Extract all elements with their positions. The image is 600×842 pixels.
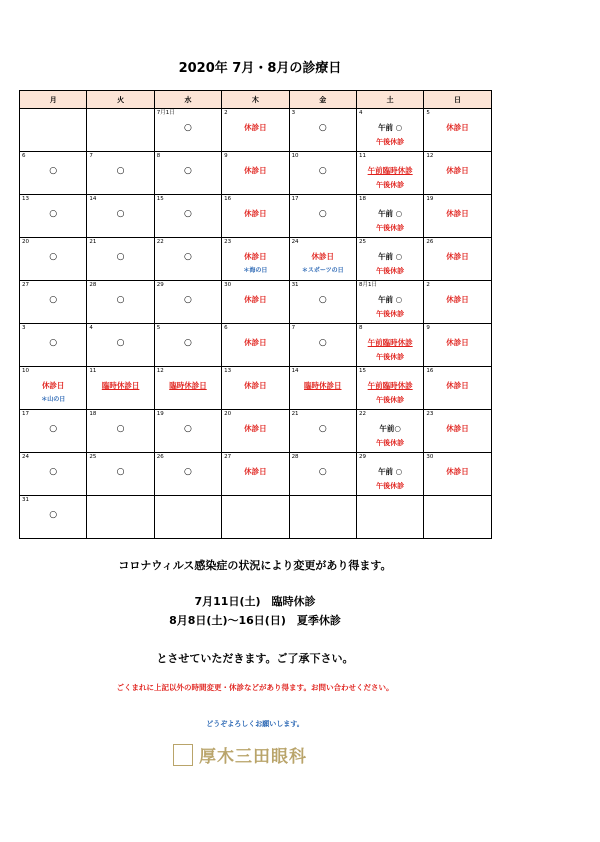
calendar-day-cell — [356, 324, 423, 367]
day-number: 11 — [358, 153, 366, 159]
calendar-day-cell — [20, 324, 87, 367]
calendar-day-cell — [356, 238, 423, 281]
open-mark: ○ — [184, 467, 192, 477]
day-status — [20, 250, 86, 264]
day-number: 15 — [156, 196, 164, 202]
day-number: 12 — [426, 153, 434, 159]
day-status — [424, 164, 490, 178]
day-number: 26 — [156, 454, 164, 460]
calendar-day-cell — [20, 195, 87, 238]
calendar-day-cell — [424, 367, 491, 410]
calendar-day-cell — [222, 410, 289, 453]
day-status — [424, 293, 490, 307]
open-mark: ○ — [116, 166, 125, 176]
open-mark: ○ — [49, 166, 58, 176]
day-number: 24 — [291, 239, 299, 245]
day-status — [290, 422, 356, 436]
open-mark: ○ — [184, 338, 192, 348]
day-number: 21 — [291, 411, 299, 417]
closed-label: 午前臨時休診 — [367, 166, 413, 175]
day-status — [424, 121, 490, 135]
closed-label: 午後休診 — [376, 482, 405, 490]
day-number: 18 — [89, 411, 97, 417]
notice-greeting: どうぞよろしくお願いします。 — [206, 720, 304, 728]
calendar-day-cell — [154, 410, 221, 453]
calendar-week-row — [20, 367, 492, 410]
day-number: 3 — [22, 325, 26, 331]
day-status — [290, 336, 356, 350]
calendar-day-cell — [87, 195, 154, 238]
open-mark: ○ — [116, 295, 125, 305]
page-title: 2020年 7月・8月の診療日 — [178, 61, 342, 76]
open-mark: ○ — [49, 252, 58, 262]
day-number: 4 — [89, 325, 93, 331]
calendar-day-cell — [87, 152, 154, 195]
calendar-day-cell — [154, 496, 221, 539]
day-status — [290, 250, 356, 278]
day-status — [222, 293, 288, 307]
open-mark: ○ — [318, 209, 327, 219]
day-status — [155, 422, 221, 436]
open-mark: ○ — [318, 338, 327, 348]
day-number: 2 — [224, 110, 228, 116]
calendar-day-cell — [222, 324, 289, 367]
open-mark: ○ — [318, 166, 327, 176]
day-status — [20, 293, 86, 307]
calendar-day-cell — [289, 152, 356, 195]
calendar-day-cell — [424, 453, 491, 496]
calendar-day-cell — [20, 367, 87, 410]
weekday-header: 火 — [87, 91, 154, 109]
day-number: 13 — [224, 368, 232, 374]
calendar-day-cell — [424, 410, 491, 453]
day-status — [424, 336, 490, 350]
calendar-day-cell — [356, 367, 423, 410]
closed-label: 休診日 — [311, 252, 334, 261]
closed-label: 休診日 — [244, 252, 267, 261]
calendar-day-cell — [356, 195, 423, 238]
day-status — [155, 207, 221, 221]
day-status — [87, 293, 153, 307]
notice-changes: ごくまれに上記以外の時間変更・休診などがあり得ます。お問い合わせください。 — [116, 683, 394, 692]
day-status — [290, 379, 356, 393]
day-number: 28 — [89, 282, 97, 288]
open-mark: ○ — [184, 424, 192, 434]
open-mark: ○ — [318, 123, 327, 133]
closed-label: 午後休診 — [376, 224, 405, 232]
day-status — [357, 250, 423, 278]
closed-label: 休診日 — [244, 295, 267, 304]
calendar-day-cell — [356, 453, 423, 496]
calendar-day-cell — [289, 496, 356, 539]
day-number: 17 — [22, 411, 29, 417]
closed-label: 午後休診 — [376, 181, 405, 189]
day-status — [290, 164, 356, 178]
day-number: 18 — [358, 196, 366, 202]
calendar-table — [19, 90, 492, 539]
day-number: 16 — [224, 196, 232, 202]
calendar-day-cell — [289, 453, 356, 496]
day-status — [87, 465, 153, 479]
day-status — [20, 207, 86, 221]
calendar-day-cell — [356, 152, 423, 195]
morning-open-label: 午前 ○ — [378, 467, 403, 476]
day-number: 14 — [89, 196, 97, 202]
closed-label: 午後休診 — [376, 310, 405, 318]
calendar-day-cell — [289, 324, 356, 367]
calendar-week-row — [20, 238, 492, 281]
day-status — [87, 379, 153, 393]
day-status — [20, 508, 86, 522]
calendar-day-cell — [424, 281, 491, 324]
day-number: 23 — [224, 239, 232, 245]
day-status — [155, 336, 221, 350]
calendar-day-cell — [222, 238, 289, 281]
day-number: 6 — [224, 325, 228, 331]
calendar-day-cell — [154, 195, 221, 238]
closed-label: 臨時休診日 — [304, 381, 342, 390]
open-mark: ○ — [116, 209, 125, 219]
calendar-day-cell — [222, 281, 289, 324]
day-status — [222, 121, 288, 135]
day-number: 17 — [291, 196, 299, 202]
open-mark: ○ — [318, 295, 327, 305]
weekday-header: 土 — [356, 91, 423, 109]
open-mark: ○ — [116, 424, 125, 434]
clinic-logo — [173, 742, 307, 767]
calendar-day-cell — [356, 496, 423, 539]
day-status — [222, 207, 288, 221]
weekday-header: 金 — [289, 91, 356, 109]
day-number: 25 — [358, 239, 366, 245]
calendar-day-cell — [424, 324, 491, 367]
morning-open-label: 午前○ — [379, 424, 401, 433]
day-number: 5 — [426, 110, 430, 116]
closed-label: 休診日 — [244, 424, 267, 433]
day-status — [222, 422, 288, 436]
day-status — [424, 379, 490, 393]
clinic-name: 厚木三田眼科 — [199, 747, 307, 767]
day-number: 13 — [22, 196, 29, 202]
calendar-day-cell — [289, 238, 356, 281]
day-number: 7月1日 — [156, 110, 175, 116]
day-status — [155, 379, 221, 393]
day-number: 15 — [358, 368, 366, 374]
calendar-day-cell — [20, 496, 87, 539]
closed-label: 休診日 — [244, 209, 267, 218]
calendar-day-cell — [87, 324, 154, 367]
day-number: 14 — [291, 368, 299, 374]
holiday-note: ＊スポーツの日 — [301, 267, 344, 274]
day-status — [290, 293, 356, 307]
calendar-day-cell — [154, 238, 221, 281]
open-mark: ○ — [49, 510, 58, 520]
calendar-day-cell — [87, 410, 154, 453]
notice-summer-closure: 8月8日(土)～16日(日) 夏季休診 — [169, 614, 341, 627]
closed-label: 休診日 — [244, 338, 267, 347]
day-status — [357, 164, 423, 192]
open-mark: ○ — [116, 252, 125, 262]
closed-label: 午前臨時休診 — [367, 381, 413, 390]
day-number: 2 — [426, 282, 430, 288]
day-number: 21 — [89, 239, 97, 245]
day-number: 10 — [291, 153, 299, 159]
day-status — [357, 379, 423, 407]
day-number: 20 — [22, 239, 29, 245]
calendar-day-cell — [20, 109, 87, 152]
calendar-day-cell — [424, 195, 491, 238]
calendar-week-row — [20, 324, 492, 367]
day-status — [424, 465, 490, 479]
day-status — [20, 379, 86, 407]
calendar-day-cell — [222, 367, 289, 410]
day-status — [357, 293, 423, 321]
day-number: 19 — [156, 411, 164, 417]
day-status — [357, 121, 423, 149]
calendar-week-row — [20, 109, 492, 152]
closed-label: 休診日 — [244, 467, 267, 476]
open-mark: ○ — [116, 467, 125, 477]
calendar-day-cell — [424, 238, 491, 281]
day-number: 19 — [426, 196, 434, 202]
day-number: 26 — [426, 239, 434, 245]
weekday-header: 水 — [154, 91, 221, 109]
day-status — [20, 336, 86, 350]
day-number: 29 — [156, 282, 164, 288]
day-status — [87, 422, 153, 436]
closed-label: 休診日 — [244, 123, 267, 132]
weekday-header: 月 — [20, 91, 87, 109]
calendar-week-row — [20, 496, 492, 539]
calendar-day-cell — [289, 109, 356, 152]
day-status — [87, 164, 153, 178]
closed-label: 休診日 — [446, 209, 469, 218]
open-mark: ○ — [49, 467, 58, 477]
calendar-day-cell — [87, 109, 154, 152]
calendar-day-cell — [424, 109, 491, 152]
day-status — [424, 422, 490, 436]
weekday-header-row — [20, 91, 492, 109]
closed-label: 臨時休診日 — [169, 381, 207, 390]
calendar-day-cell — [20, 410, 87, 453]
open-mark: ○ — [116, 338, 125, 348]
day-status — [87, 336, 153, 350]
calendar-week-row — [20, 195, 492, 238]
day-status — [424, 207, 490, 221]
calendar-day-cell — [87, 453, 154, 496]
open-mark: ○ — [49, 209, 58, 219]
calendar-day-cell — [20, 238, 87, 281]
closed-label: 休診日 — [446, 252, 469, 261]
calendar-day-cell — [222, 453, 289, 496]
notice-covid: コロナウィルス感染症の状況により変更があり得ます。 — [118, 559, 392, 572]
calendar-day-cell — [154, 367, 221, 410]
day-number: 9 — [426, 325, 430, 331]
calendar-day-cell — [154, 453, 221, 496]
clinic-logo-icon — [173, 744, 193, 766]
morning-open-label: 午前 ○ — [378, 209, 403, 218]
day-status — [155, 121, 221, 135]
holiday-note: ＊山の日 — [41, 396, 66, 403]
closed-label: 午前臨時休診 — [367, 338, 413, 347]
day-status — [290, 465, 356, 479]
morning-open-label: 午前 ○ — [378, 252, 403, 261]
calendar-body — [20, 109, 492, 539]
morning-open-label: 午前 ○ — [378, 123, 403, 132]
calendar-day-cell — [20, 152, 87, 195]
open-mark: ○ — [184, 252, 192, 262]
day-number: 30 — [426, 454, 434, 460]
open-mark: ○ — [49, 424, 58, 434]
calendar-day-cell — [154, 152, 221, 195]
day-status — [222, 164, 288, 178]
closed-label: 休診日 — [244, 381, 267, 390]
day-status — [357, 336, 423, 364]
holiday-note: ＊海の日 — [243, 267, 268, 274]
closed-label: 臨時休診日 — [101, 381, 140, 390]
open-mark: ○ — [184, 123, 192, 133]
day-number: 27 — [22, 282, 29, 288]
calendar-day-cell — [87, 496, 154, 539]
calendar-week-row — [20, 281, 492, 324]
day-status — [357, 422, 423, 450]
calendar-day-cell — [20, 281, 87, 324]
closed-label: 休診日 — [446, 166, 469, 175]
day-number: 31 — [291, 282, 299, 288]
day-status — [20, 422, 86, 436]
weekday-header: 木 — [222, 91, 289, 109]
calendar-day-cell — [424, 152, 491, 195]
open-mark: ○ — [49, 338, 58, 348]
day-status — [357, 207, 423, 235]
closed-label: 午後休診 — [376, 396, 405, 404]
day-status — [290, 121, 356, 135]
day-number: 28 — [291, 454, 299, 460]
calendar-day-cell — [356, 410, 423, 453]
calendar-day-cell — [222, 496, 289, 539]
day-number: 25 — [89, 454, 97, 460]
calendar-day-cell — [154, 109, 221, 152]
open-mark: ○ — [318, 467, 327, 477]
day-status — [155, 465, 221, 479]
morning-open-label: 午前 ○ — [378, 295, 403, 304]
closed-label: 午後休診 — [376, 267, 405, 275]
calendar-week-row — [20, 410, 492, 453]
closed-label: 休診日 — [446, 381, 469, 390]
day-status — [155, 164, 221, 178]
calendar-day-cell — [289, 195, 356, 238]
weekday-header: 日 — [424, 91, 491, 109]
day-status — [222, 336, 288, 350]
calendar-day-cell — [222, 152, 289, 195]
day-number: 22 — [156, 239, 164, 245]
closed-label: 休診日 — [446, 424, 469, 433]
calendar-day-cell — [154, 324, 221, 367]
closed-label: 午後休診 — [376, 439, 405, 447]
day-number: 8月1日 — [358, 282, 377, 288]
calendar-day-cell — [222, 109, 289, 152]
day-number: 10 — [22, 368, 29, 374]
day-status — [222, 250, 288, 278]
open-mark: ○ — [318, 424, 327, 434]
calendar-day-cell — [87, 281, 154, 324]
closed-label: 休診日 — [446, 338, 469, 347]
calendar-week-row — [20, 152, 492, 195]
calendar-day-cell — [289, 367, 356, 410]
closed-label: 休診日 — [446, 295, 469, 304]
day-number: 4 — [358, 110, 363, 116]
day-number: 3 — [291, 110, 296, 116]
open-mark: ○ — [184, 295, 192, 305]
day-number: 31 — [22, 497, 29, 503]
day-status — [20, 465, 86, 479]
open-mark: ○ — [184, 209, 192, 219]
day-status — [155, 250, 221, 264]
day-number: 6 — [22, 153, 26, 159]
day-status — [20, 164, 86, 178]
day-number: 20 — [224, 411, 232, 417]
notice-apology: とさせていただきます。ご了承下さい。 — [156, 652, 354, 665]
calendar-day-cell — [289, 410, 356, 453]
calendar-day-cell — [289, 281, 356, 324]
calendar-day-cell — [424, 496, 491, 539]
day-number: 11 — [89, 368, 97, 374]
closed-label: 休診日 — [244, 166, 267, 175]
open-mark: ○ — [184, 166, 192, 176]
day-status — [155, 293, 221, 307]
closed-label: 休診日 — [446, 123, 469, 132]
day-status — [222, 465, 288, 479]
closed-label: 午後休診 — [376, 353, 405, 361]
calendar-day-cell — [356, 281, 423, 324]
day-number: 22 — [358, 411, 366, 417]
day-status — [357, 465, 423, 493]
day-status — [87, 207, 153, 221]
day-status — [424, 250, 490, 264]
day-number: 8 — [156, 153, 161, 159]
day-number: 29 — [358, 454, 366, 460]
day-status — [222, 379, 288, 393]
closed-label: 休診日 — [446, 467, 469, 476]
calendar-week-row — [20, 453, 492, 496]
calendar-day-cell — [87, 367, 154, 410]
calendar-day-cell — [87, 238, 154, 281]
open-mark: ○ — [49, 295, 58, 305]
day-number: 30 — [224, 282, 232, 288]
day-number: 24 — [22, 454, 29, 460]
day-number: 5 — [156, 325, 161, 331]
day-number: 7 — [291, 325, 296, 331]
closed-label: 休診日 — [41, 381, 65, 390]
closed-label: 午後休診 — [376, 138, 405, 146]
day-status — [87, 250, 153, 264]
day-status — [290, 207, 356, 221]
day-number: 7 — [89, 153, 93, 159]
notice-temp-closure: 7月11日(土) 臨時休診 — [194, 595, 316, 608]
day-number: 16 — [426, 368, 434, 374]
calendar-day-cell — [222, 195, 289, 238]
calendar-day-cell — [20, 453, 87, 496]
day-number: 8 — [358, 325, 363, 331]
day-number: 9 — [224, 153, 228, 159]
calendar-day-cell — [356, 109, 423, 152]
day-number: 23 — [426, 411, 434, 417]
calendar-day-cell — [154, 281, 221, 324]
day-number: 12 — [156, 368, 164, 374]
day-number: 27 — [224, 454, 232, 460]
